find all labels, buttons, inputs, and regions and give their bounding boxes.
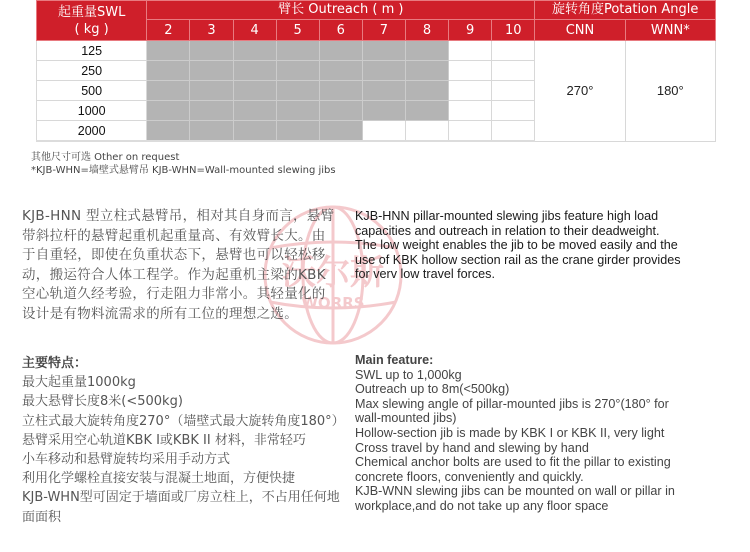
outreach-cell [319,61,362,81]
feature-item: KJB-WHN型可固定于墙面或厂房立柱上，不占用任何地面面积 [22,490,340,525]
intro-english-line: The low weight enables the jib to be moved easily and the [355,238,678,252]
feature-line: Max slewing angle of pillar-mounted jibs is 270°(180° for [355,396,669,411]
outreach-cell [362,81,405,101]
outreach-cell [147,101,190,121]
outreach-cell [276,81,319,101]
outreach-cell [449,81,492,101]
feature-item: 小车移动和悬臂旋转均采用手动方式 [22,452,231,468]
outreach-cell [147,61,190,81]
intro-english-line: for verv low travel forces. [355,267,495,281]
feature-line: wall-mounted jibs) [355,411,457,426]
outreach-cell [190,121,233,142]
features-english-title: Main feature: [355,353,434,367]
features-english [355,353,750,514]
outreach-col-10: 10 [492,20,535,41]
outreach-cell [362,121,405,142]
outreach-cell [276,61,319,81]
feature-item: 悬臂采用空心轨道KBK I或KBK II 材料，非常轻巧 [22,432,306,448]
spec-table-body [37,41,716,142]
feature-line: workplace,and do not take up any floor space [355,498,609,513]
outreach-cell [319,81,362,101]
outreach-cell [190,101,233,121]
outreach-cell [190,61,233,81]
outreach-col-2: 2 [147,20,190,41]
outreach-cell [405,61,448,81]
outreach-cell [492,101,535,121]
outreach-cell [492,81,535,101]
rotation-header: 旋转角度Potation Angle [535,1,716,20]
feature-line: concrete floors, conveniently and quickly. [355,469,584,484]
outreach-cell [276,121,319,142]
outreach-cell [405,41,448,61]
outreach-header: 臂长 Outreach ( m ) [147,1,535,20]
rotation-col-cnn: CNN [535,20,625,41]
svg-text:沃尔斯: 沃尔斯 [282,253,384,293]
outreach-col-7: 7 [362,20,405,41]
spec-table [36,0,716,142]
feature-line: KJB-WNN slewing jibs can be mounted on wall or pillar in [355,484,675,499]
outreach-col-5: 5 [276,20,319,41]
feature-item: 立柱式最大旋转角度270°（墙壁式最大旋转角度180°） [22,413,345,429]
swl-cell: 125 [37,41,147,61]
outreach-cell [276,101,319,121]
outreach-cell [147,121,190,142]
outreach-cell [492,121,535,142]
outreach-cell [405,121,448,142]
outreach-col-8: 8 [405,20,448,41]
outreach-cell [319,41,362,61]
intro-english [355,209,750,282]
rotation-col-wnn: WNN* [625,20,715,41]
feature-line: Chemical anchor bolts are used to fit the pillar to existing [355,455,671,470]
swl-cell: 500 [37,81,147,101]
features-chinese [22,354,352,527]
swl-header [37,1,147,41]
table-row [37,41,716,61]
outreach-col-4: 4 [233,20,276,41]
feature-line: SWL up to 1,000kg [355,367,462,382]
table-notes [31,151,336,177]
outreach-cell [190,81,233,101]
intro-english-line: use of KBK hollow section rail as the crane girder provides [355,252,681,267]
feature-item: 利用化学螺栓直接安装与混凝土地面，方便快捷 [22,471,296,487]
outreach-col-3: 3 [190,20,233,41]
swl-unit: ( kg ) [74,21,109,37]
feature-line: Cross travel by hand and slewing by hand [355,440,589,455]
outreach-col-9: 9 [449,20,492,41]
outreach-cell [147,81,190,101]
svg-text:WORRS: WORRS [301,294,365,312]
outreach-cell [233,81,276,101]
outreach-cell [233,41,276,61]
swl-label: 起重量SWL [57,4,126,20]
outreach-cell [449,61,492,81]
outreach-cell [190,41,233,61]
outreach-cell [233,101,276,121]
outreach-cell [362,61,405,81]
outreach-cell [233,61,276,81]
outreach-cell [362,41,405,61]
feature-item: 最大起重量1000kg [22,375,136,391]
outreach-cell [492,61,535,81]
feature-line: Hollow-section jib is made by KBK I or KBK II, very light [355,425,665,440]
swl-cell: 250 [37,61,147,81]
wnn-angle: 180° [625,41,715,142]
outreach-cell [405,81,448,101]
outreach-col-6: 6 [319,20,362,41]
outreach-cell [492,41,535,61]
cnn-angle: 270° [535,41,625,142]
intro-chinese: KJB-HNN 型立柱式悬臂吊，相对其自身而言，悬臂带斜拉杆的悬臂起重机起重量高、有效臂长大。由于自重轻，即使在负重状态下，悬臂也可以轻松移动，搬运符合人体工程学。作为起重机主梁的KBK空心轨道久经考验，行走阻力非常小。其轻量化的设计是有物料流需求的所有工位的理想之选。 [22,208,335,322]
outreach-cell [319,101,362,121]
outreach-cell [449,41,492,61]
note-other-sizes: 其他尺寸可选 Other on request [31,152,180,163]
outreach-cell [233,121,276,142]
intro-english-line: KJB-HNN pillar-mounted slewing jibs feature high load [355,209,659,223]
swl-cell: 2000 [37,121,147,142]
outreach-cell [449,121,492,142]
feature-line: Outreach up to 8m(<500kg) [355,382,510,397]
swl-cell: 1000 [37,101,147,121]
outreach-cell [405,101,448,121]
features-chinese-title: 主要特点： [22,356,88,371]
outreach-cell [147,41,190,61]
outreach-cell [362,101,405,121]
feature-item: 最大悬臂长度8米(<500kg) [22,394,183,410]
outreach-cell [449,101,492,121]
note-wall-mounted: *KJB-WHN=墙壁式悬臂吊 KJB-WHN=Wall-mounted slewing jibs [31,165,336,176]
outreach-cell [276,41,319,61]
intro-english-line: capacities and outreach in relation to their deadweight. [355,223,660,238]
outreach-cell [319,121,362,142]
